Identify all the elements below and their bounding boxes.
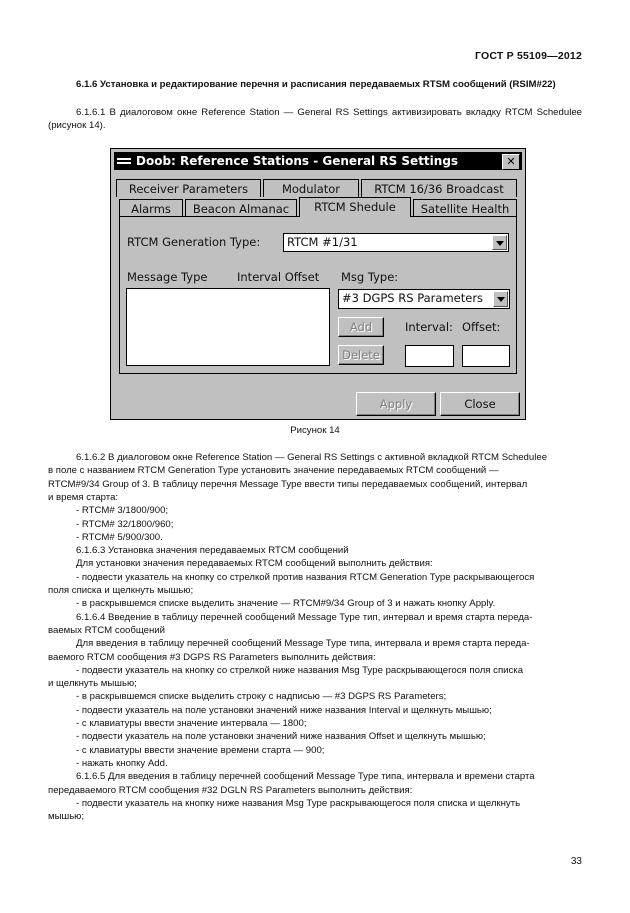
document-header: ГОСТ Р 55109—2012 [474, 50, 582, 62]
tab-satellite-health[interactable]: Satellite Health [413, 199, 517, 217]
chevron-down-icon[interactable] [492, 235, 507, 250]
text-line: Для введения в таблицу перечней сообщений Message Type типа, интервала и время старта переда- [76, 638, 530, 650]
text-line: поля списка и щелкнуть мышью; [48, 585, 194, 596]
text-line: RTCM#9/34 Group of 3. В таблицу перечня Message Type ввести типы передаваемых сообщений, интервал [48, 478, 528, 490]
text-line: - подвести указатель на поле установки значений ниже названия Interval и щелкнуть мышью; [76, 704, 492, 716]
text-line: ваемых RTCM сообщений [48, 624, 166, 636]
tab-rtcm-broadcast[interactable]: RTCM 16/36 Broadcast [361, 179, 517, 197]
chevron-down-icon[interactable] [493, 291, 508, 307]
text-line: 6.1.6.3 Установка значения передаваемых RTCM сообщений [76, 545, 349, 557]
text-line: 6.1.6.2 В диалоговом окне Reference Station — General RS Settings с активной вкладкой RTCM Schedulee [76, 452, 548, 463]
close-icon[interactable]: ✕ [502, 154, 520, 170]
text-line: Для установки значения передаваемых RTCM сообщений выполнить действия: [76, 558, 433, 570]
section-heading: 6.1.6 Установка и редактирование перечня и расписания передаваемых RTSM сообщений (RSIM#22) [76, 79, 556, 90]
generation-type-select[interactable] [283, 233, 509, 252]
message-type-header: Message Type [127, 270, 208, 284]
text-line: мышью; [48, 811, 85, 823]
text-line: - подвести указатель на кнопку ниже названия Msg Type раскрывающегося поля списка и щелкнуть [76, 797, 521, 809]
apply-button[interactable]: Apply [356, 392, 436, 416]
text-line: и щелкнуть мышью; [48, 678, 137, 690]
text-line: - RTCM# 5/900/300. [76, 531, 163, 543]
tab-modulator[interactable]: Modulator [263, 179, 359, 197]
text-line: передаваемого RTCM сообщения #32 DGLN RS Parameters выполнить действия: [48, 784, 413, 796]
dialog-title: Doob: Reference Stations - General RS Settings [136, 154, 459, 168]
interval-offset-header: Interval Offset [237, 270, 320, 284]
system-menu-icon[interactable] [117, 158, 131, 164]
generation-type-value: RTCM #1/31 [287, 235, 358, 249]
text-line: - в раскрывшемся списке выделить строку с надписью — #3 DGPS RS Parameters; [76, 691, 447, 703]
text-line: - RTCM# 32/1800/960; [76, 518, 174, 530]
tab-receiver-parameters[interactable]: Receiver Parameters [116, 179, 261, 197]
figure-caption: Рисунок 14 [290, 425, 340, 436]
text-line: - подвести указатель на кнопку со стрелкой против названия RTCM Generation Type раскрывающегося [76, 571, 535, 583]
text-line: и время старта: [48, 491, 119, 503]
text-line: - с клавиатуры ввести значение интервала — 1800; [76, 718, 307, 729]
msg-type-value: #3 DGPS RS Parameters [342, 291, 484, 305]
msg-type-select[interactable] [338, 289, 510, 309]
text-line: - подвести указатель на поле установки значений ниже названия Offset и щелкнуть мышью; [76, 731, 486, 743]
add-button[interactable]: Add [338, 317, 384, 337]
offset-label: Offset: [462, 320, 501, 334]
page-number: 33 [570, 856, 582, 867]
text-line: 6.1.6.4 Введение в таблицу перечней сообщений Message Type тип, интервал и время старта переда- [76, 611, 533, 623]
generation-type-label: RTCM Generation Type: [127, 235, 261, 249]
text-line: - подвести указатель на кнопку со стрелкой ниже названия Msg Type раскрывающегося поля списка [76, 664, 524, 676]
figure-dialog-window [110, 148, 526, 420]
dialog-titlebar [114, 152, 522, 170]
text-line: в поле с названием RTCM Generation Type установить значение передаваемых RTCM сообщений — [48, 465, 499, 477]
text-line: 6.1.6.5 Для введения в таблицу перечней сообщений Message Type типа, интервала и времени старта [76, 771, 535, 783]
interval-label: Interval: [405, 320, 453, 334]
text-line: - в раскрывшемся списке выделить значение — RTCM#9/34 Group of 3 и нажать кнопку Apply. [76, 598, 496, 610]
text-line: - нажать кнопку Add. [76, 757, 168, 769]
tab-alarms[interactable]: Alarms [119, 199, 183, 217]
offset-input[interactable] [462, 345, 510, 367]
tab-beacon-almanac[interactable]: Beacon Almanac [185, 199, 297, 217]
delete-button[interactable]: Delete [338, 345, 384, 365]
text-line: ваемого RTCM сообщения #3 DGPS RS Parameters выполнить действия: [48, 651, 376, 663]
message-type-list[interactable] [126, 288, 330, 366]
tab-rtcm-shedule[interactable]: RTCM Shedule [299, 197, 411, 217]
text-line: - с клавиатуры ввести значение времени старта — 900; [76, 744, 325, 756]
msg-type-label: Msg Type: [341, 270, 399, 284]
close-button[interactable]: Close [440, 392, 520, 416]
text-line: - RTCM# 3/1800/900; [76, 505, 169, 517]
interval-input[interactable] [405, 345, 454, 367]
paragraph-6-1-6-1: 6.1.6.1 В диалоговом окне Reference Station — General RS Settings активизировать вкладку RTCM Schedulee (рисунок 14). [48, 107, 582, 132]
